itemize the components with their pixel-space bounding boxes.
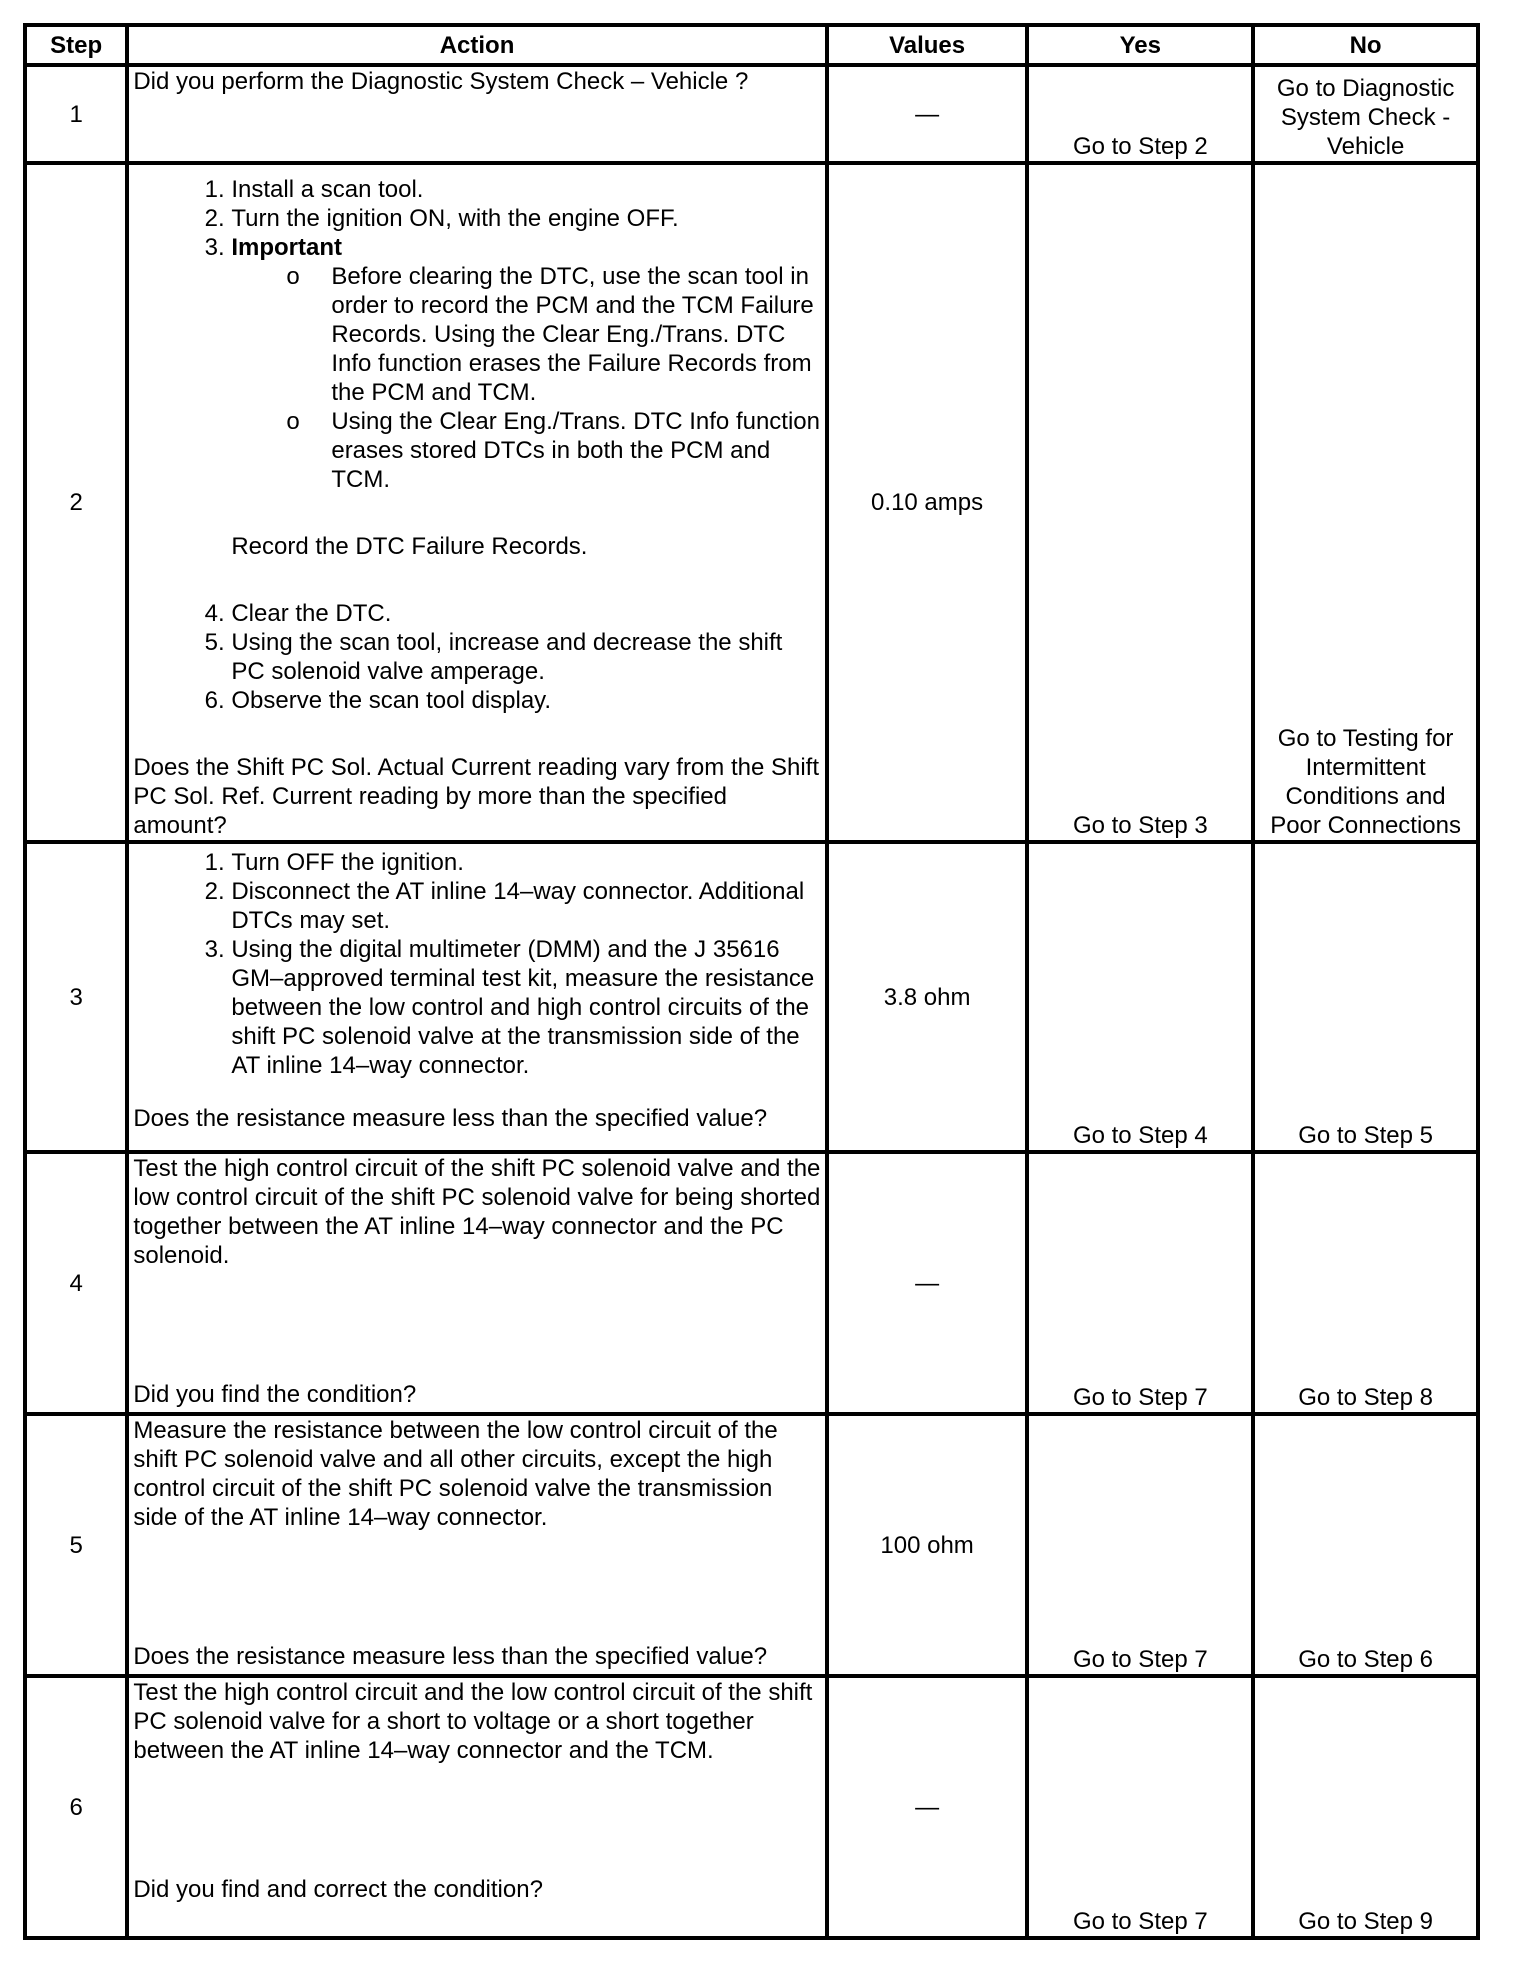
step-list bbox=[133, 599, 820, 715]
action-cell bbox=[127, 1414, 826, 1676]
list-item: o Using the Clear Eng./Trans. DTC Info function erases stored DTCs in both the PCM and TCM. bbox=[331, 407, 820, 494]
action-cell bbox=[127, 1676, 826, 1938]
action-question: Did you find the condition? bbox=[133, 1381, 417, 1408]
action-question: Does the Shift PC Sol. Actual Current reading vary from the Shift PC Sol. Ref. Current reading by more than the specified amount? bbox=[133, 754, 819, 839]
value-cell: — bbox=[827, 1676, 1028, 1938]
value-cell: — bbox=[827, 65, 1028, 163]
step-number: 5 bbox=[25, 1414, 127, 1676]
action-cell bbox=[127, 163, 826, 842]
list-item: 2. Turn the ignition ON, with the engine OFF. bbox=[231, 204, 820, 233]
list-item: o Before clearing the DTC, use the scan tool in order to record the PCM and the TCM Failure Records. Using the Clear Eng./Trans. DTC Info function erases the Failure Records from the PCM and TCM. bbox=[331, 262, 820, 407]
action-cell bbox=[127, 65, 826, 163]
table-row bbox=[25, 65, 1478, 163]
action-question: Did you perform the Diagnostic System Check – Vehicle ? bbox=[133, 68, 749, 95]
header-step: Step bbox=[25, 25, 127, 65]
step-number: 6 bbox=[25, 1676, 127, 1938]
no-cell: Go to Diagnostic System Check - Vehicle bbox=[1253, 65, 1478, 163]
action-text: Test the high control circuit and the low control circuit of the shift PC solenoid valve for a short to voltage or a short together between the AT inline 14–way connector and the TCM. bbox=[133, 1679, 813, 1764]
table-row bbox=[25, 163, 1478, 842]
table-row bbox=[25, 1676, 1478, 1938]
value-cell: 3.8 ohm bbox=[827, 842, 1028, 1152]
header-yes: Yes bbox=[1027, 25, 1253, 65]
list-item: 1. Install a scan tool. bbox=[231, 175, 820, 204]
yes-cell: Go to Step 7 bbox=[1027, 1414, 1253, 1676]
table-row bbox=[25, 1152, 1478, 1414]
step-list bbox=[133, 175, 820, 494]
value-cell: — bbox=[827, 1152, 1028, 1414]
action-cell bbox=[127, 842, 826, 1152]
action-question: Did you find and correct the condition? bbox=[133, 1876, 543, 1903]
important-label: Important bbox=[231, 234, 343, 261]
list-item: 1. Turn OFF the ignition. bbox=[231, 848, 820, 877]
no-cell: Go to Step 6 bbox=[1253, 1414, 1478, 1676]
bullet-list bbox=[231, 262, 820, 494]
list-item: 4. Clear the DTC. bbox=[231, 599, 820, 628]
record-note: Record the DTC Failure Records. bbox=[231, 533, 588, 560]
yes-cell: Go to Step 4 bbox=[1027, 842, 1253, 1152]
diagnostic-table bbox=[23, 23, 1480, 1940]
no-cell: Go to Step 8 bbox=[1253, 1152, 1478, 1414]
value-cell: 0.10 amps bbox=[827, 163, 1028, 842]
no-cell: Go to Testing for Intermittent Conditions and Poor Connections bbox=[1253, 163, 1478, 842]
list-item bbox=[231, 233, 820, 494]
no-cell: Go to Step 9 bbox=[1253, 1676, 1478, 1938]
action-question: Does the resistance measure less than the specified value? bbox=[133, 1643, 768, 1670]
step-number: 2 bbox=[25, 163, 127, 842]
list-item: 5. Using the scan tool, increase and decrease the shift PC solenoid valve amperage. bbox=[231, 628, 820, 686]
no-cell: Go to Step 5 bbox=[1253, 842, 1478, 1152]
header-no: No bbox=[1253, 25, 1478, 65]
step-number: 1 bbox=[25, 65, 127, 163]
step-list bbox=[133, 848, 820, 1080]
value-cell: 100 ohm bbox=[827, 1414, 1028, 1676]
step-number: 3 bbox=[25, 842, 127, 1152]
yes-cell: Go to Step 3 bbox=[1027, 163, 1253, 842]
table-row bbox=[25, 842, 1478, 1152]
action-question: Does the resistance measure less than the specified value? bbox=[133, 1105, 768, 1132]
header-action: Action bbox=[127, 25, 826, 65]
header-row bbox=[25, 25, 1478, 65]
yes-cell: Go to Step 7 bbox=[1027, 1152, 1253, 1414]
action-cell bbox=[127, 1152, 826, 1414]
yes-cell: Go to Step 2 bbox=[1027, 65, 1253, 163]
step-number: 4 bbox=[25, 1152, 127, 1414]
header-values: Values bbox=[827, 25, 1028, 65]
list-item: 2. Disconnect the AT inline 14–way connector. Additional DTCs may set. bbox=[231, 877, 820, 935]
table-row bbox=[25, 1414, 1478, 1676]
yes-cell: Go to Step 7 bbox=[1027, 1676, 1253, 1938]
list-item: 6. Observe the scan tool display. bbox=[231, 686, 820, 715]
action-text: Test the high control circuit of the shift PC solenoid valve and the low control circuit of the shift PC solenoid valve for being shorted together between the AT inline 14–way connector and the PC solenoid. bbox=[133, 1155, 821, 1269]
list-item: 3. Using the digital multimeter (DMM) and the J 35616 GM–approved terminal test kit, measure the resistance between the low control and high control circuits of the shift PC solenoid valve at the transmission side of the AT inline 14–way connector. bbox=[231, 935, 820, 1080]
action-text: Measure the resistance between the low control circuit of the shift PC solenoid valve and all other circuits, except the high control circuit of the shift PC solenoid valve the transmission side of the AT inline 14–way connector. bbox=[133, 1417, 778, 1531]
